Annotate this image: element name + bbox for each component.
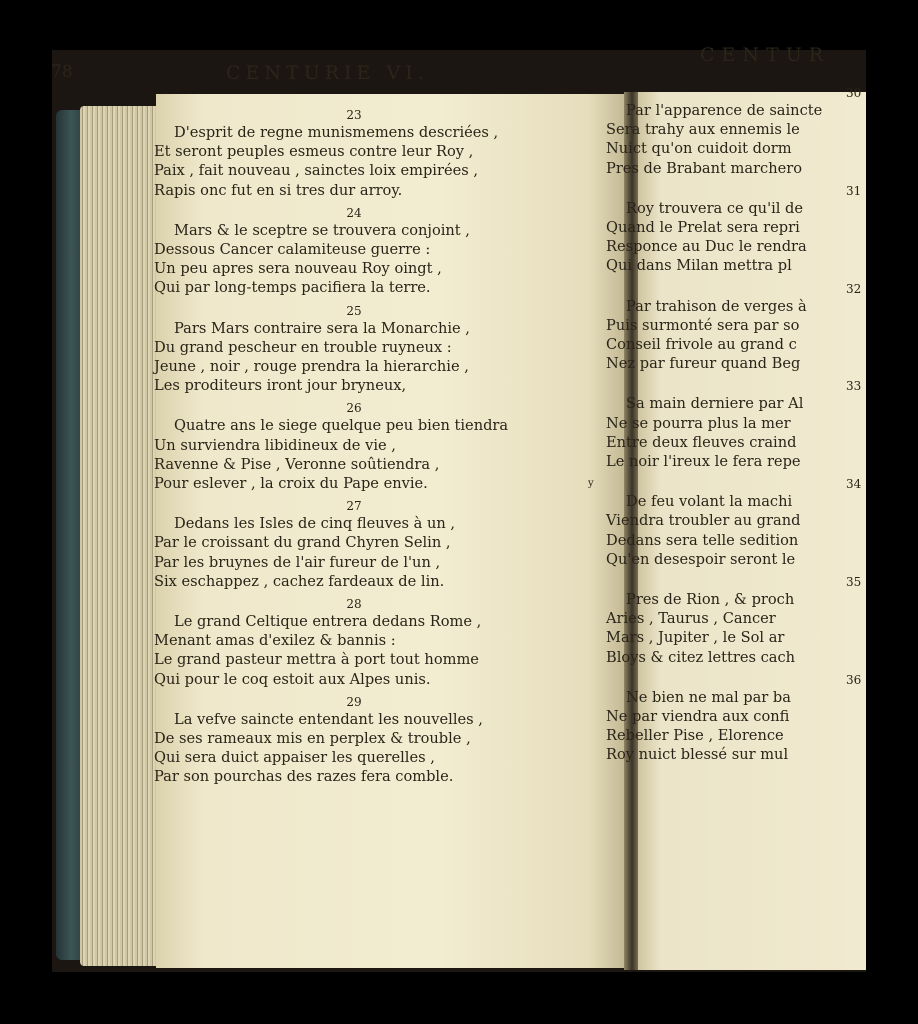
verse-line: Rebeller Pise , Elorence <box>606 727 784 745</box>
verse-line: Paix , fait nouveau , sainctes loix empirées , <box>154 162 478 180</box>
page-number: 78 <box>51 62 73 82</box>
verse-line: Qu'en desespoir seront le <box>606 550 796 568</box>
verse-line: Mars & le sceptre se trouvera conjoint , <box>174 221 470 239</box>
quatrain-number: 36 <box>846 672 862 687</box>
quatrain-number: 29 <box>346 694 362 709</box>
margin-mark: y <box>588 478 594 489</box>
verse-line: Qui pour le coq estoit aux Alpes unis. <box>154 670 431 688</box>
quatrain-number: 30 <box>846 86 862 100</box>
verse-line: Pres de Rion , & proch <box>626 591 795 609</box>
verse-line: Dedans sera telle sedition <box>606 531 799 549</box>
verse-line: Par l'apparence de saincte <box>626 102 823 119</box>
verse-line: Du grand pescheur en trouble ruyneux : <box>154 338 452 356</box>
verse-line: Rapis onc fut en si tres dur arroy. <box>154 181 403 199</box>
verse-line: Puis surmonté sera par so <box>606 316 800 334</box>
quatrain-number: 23 <box>346 108 362 122</box>
verse-line: Qui dans Milan mettra pl <box>606 257 792 275</box>
verse-line: Conseil frivole au grand c <box>606 336 797 354</box>
verse-line: Qui sera duict appaiser les querelles , <box>154 749 435 767</box>
verse-line: Entre deux fleuves craind <box>606 433 797 451</box>
verse-line: Par les bruynes de l'air fureur de l'un , <box>154 553 441 571</box>
verse-line: Dessous Cancer calamiteuse guerre : <box>154 241 431 259</box>
verse-line: Par le croissant du grand Chyren Selin , <box>154 534 451 552</box>
quatrain-number: 34 <box>846 477 862 492</box>
verse-line: Ne bien ne mal par ba <box>626 688 791 706</box>
verse-line: Par son pourchas des razes fera comble. <box>154 768 454 786</box>
verse-line: Le noir l'ireux le fera repe <box>606 453 801 471</box>
quatrain-number: 32 <box>846 281 862 296</box>
verse-line: De ses rameaux mis en perplex & trouble , <box>154 730 471 748</box>
verse-line: Par trahison de verges à <box>626 297 807 315</box>
verse-line: Ne se pourra plus la mer <box>606 414 791 432</box>
verse-line: Un peu apres sera nouveau Roy oingt , <box>154 260 442 278</box>
verse-line: Pars Mars contraire sera la Monarchie , <box>174 319 470 337</box>
right-running-title: CENTUR <box>700 44 831 66</box>
verse-line: Ravenne & Pise , Veronne soûtiendra , <box>154 455 440 473</box>
verse-line: Un surviendra libidineux de vie , <box>154 436 396 454</box>
verse-line: Nez par fureur quand Beg <box>606 355 801 373</box>
running-title: CENTURIE VI. <box>226 62 429 84</box>
verse-line: Roy trouvera ce qu'il de <box>626 199 804 217</box>
verse-line: Bloys & citez lettres cach <box>606 648 796 666</box>
verse-line: Dedans les Isles de cinq fleuves à un , <box>174 515 456 533</box>
verse-line: De feu volant la machi <box>626 493 793 511</box>
quatrain-number: 26 <box>346 401 362 416</box>
quatrain-number: 33 <box>846 379 862 394</box>
verse-line: Menant amas d'exilez & bannis : <box>154 632 396 650</box>
verse-line: Quatre ans le siege quelque peu bien tiendra <box>174 417 509 435</box>
verse-line: Roy nuict blessé sur mul <box>606 746 789 764</box>
verse-line: Qui par long-temps pacifiera la terre. <box>154 279 431 297</box>
verse-line: Les proditeurs iront jour bryneux, <box>154 377 407 395</box>
right-page-text <box>606 86 866 765</box>
quatrain-number: 24 <box>346 205 362 220</box>
quatrain-number: 28 <box>346 597 362 612</box>
quatrain-number: 35 <box>846 575 862 590</box>
verse-line: La vefve saincte entendant les nouvelles , <box>174 710 483 728</box>
quatrain-number: 25 <box>346 303 362 318</box>
verse-line: Pres de Brabant marchero <box>606 159 803 177</box>
verse-line: Aries , Taurus , Cancer <box>606 610 776 628</box>
verse-line: Six eschappez , cachez fardeaux de lin. <box>154 572 445 590</box>
quatrain-number: 27 <box>346 499 362 514</box>
verse-line: Sa main derniere par Al <box>626 395 804 413</box>
verse-line: Mars , Jupiter , le Sol ar <box>606 629 785 647</box>
verse-line: Viendra troubler au grand <box>606 512 801 530</box>
verse-line: Le grand Celtique entrera dedans Rome , <box>174 613 482 631</box>
verse-line: Jeune , noir , rouge prendra la hierarchie , <box>154 358 469 376</box>
verse-line: Responce au Duc le rendra <box>606 238 807 256</box>
verse-line: Nuict qu'on cuidoit dorm <box>606 140 792 158</box>
verse-line: D'esprit de regne munismemens descriées , <box>174 124 499 141</box>
verse-line: Pour eslever , la croix du Pape envie. <box>154 475 428 493</box>
verse-line: Ne par viendra aux confi <box>606 708 790 726</box>
verse-line: Et seront peuples esmeus contre leur Roy , <box>154 143 474 161</box>
verse-line: Quand le Prelat sera repri <box>606 219 800 237</box>
verse-line: Le grand pasteur mettra à port tout homme <box>154 651 479 669</box>
right-crop <box>866 50 918 972</box>
quatrain-number: 31 <box>846 183 862 198</box>
verse-line: Sera trahy aux ennemis le <box>606 121 800 139</box>
left-page-text <box>154 108 554 787</box>
